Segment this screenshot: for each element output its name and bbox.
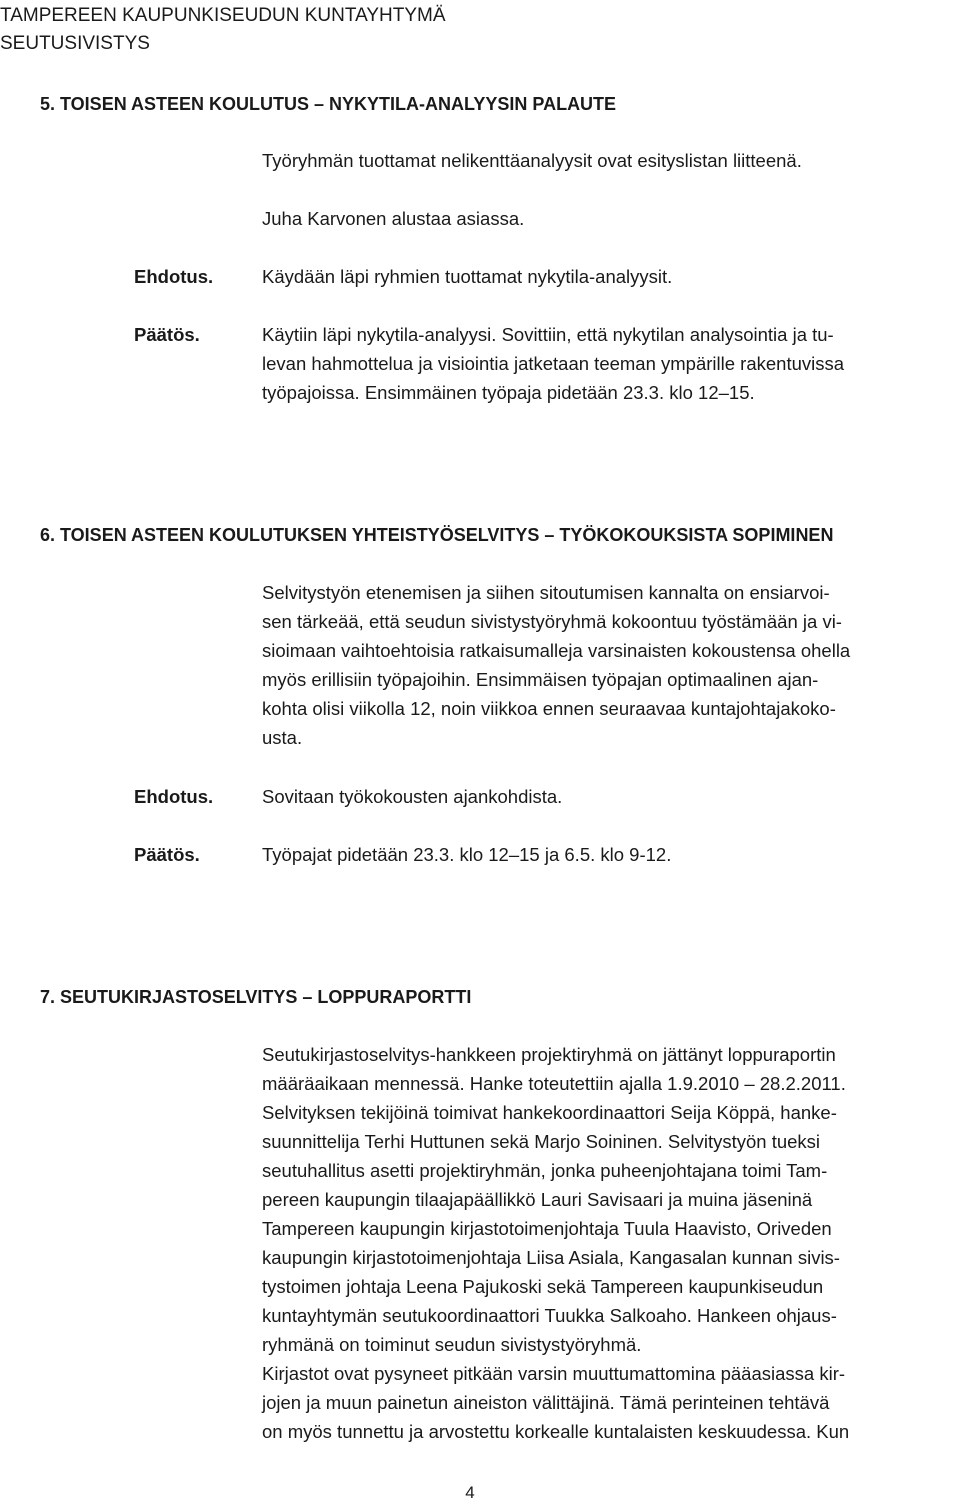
text-line: sen tärkeää, että seudun sivistystyöryhmä kokoontuu työstämään ja vi- xyxy=(262,611,842,632)
text-line: Seutukirjastoselvitys-hankkeen projektiryhmä on jättänyt loppuraportin xyxy=(262,1044,836,1065)
text-line: on myös tunnettu ja arvostettu korkealle kuntalaisten keskuudessa. Kun xyxy=(262,1421,850,1442)
text-line: Juha Karvonen alustaa asiassa. xyxy=(262,208,525,229)
text-line: Tampereen kaupungin kirjastotoimenjohtaja Tuula Haavisto, Oriveden xyxy=(262,1218,832,1239)
text-line: Käydään läpi ryhmien tuottamat nykytila-analyysit. xyxy=(262,266,673,287)
department-name: SEUTUSIVISTYS xyxy=(0,33,150,54)
section-7-heading: 7. SEUTUKIRJASTOSELVITYS – LOPPURAPORTTI xyxy=(40,987,472,1007)
text-line: Selvitystyön etenemisen ja siihen sitoutumisen kannalta on ensiarvoi- xyxy=(262,582,830,603)
org-name: TAMPEREEN KAUPUNKISEUDUN KUNTAYHTYMÄ xyxy=(0,5,446,26)
text-line: Sovitaan työkokousten ajankohdista. xyxy=(262,786,563,807)
section-5-heading: 5. TOISEN ASTEEN KOULUTUS – NYKYTILA-ANALYYSIN PALAUTE xyxy=(40,94,617,114)
text-line: ryhmänä on toiminut seudun sivistystyöryhmä. xyxy=(262,1334,642,1355)
text-line: Kirjastot ovat pysyneet pitkään varsin muuttumattomina pääasiassa kir- xyxy=(262,1363,846,1384)
text-line: sioimaan vaihtoehtoisia ratkaisumalleja varsinaisten kokoustensa ohella xyxy=(262,640,851,661)
section-6-paragraph-1 xyxy=(262,578,960,752)
text-line: seutuhallitus asetti projektiryhmän, jonka puheenjohtajana toimi Tam- xyxy=(262,1160,828,1181)
text-line: pereen kaupungin tilaajapäällikkö Lauri Savisaari ja muina jäseninä xyxy=(262,1189,813,1210)
text-line: kaupungin kirjastotoimenjohtaja Liisa Asiala, Kangasalan kunnan sivis- xyxy=(262,1247,840,1268)
text-line: Työryhmän tuottamat nelikenttäanalyysit ovat esityslistan liitteenä. xyxy=(262,150,802,171)
text-line: jojen ja muun painetun aineiston välittäjinä. Tämä perinteinen tehtävä xyxy=(262,1392,830,1413)
section-5-paragraph-1 xyxy=(262,146,960,175)
text-line: myös erillisiin työpajoihin. Ensimmäisen työpajan optimaalinen ajan- xyxy=(262,669,819,690)
text-line: työpajoissa. Ensimmäinen työpaja pidetään 23.3. klo 12–15. xyxy=(262,382,755,403)
section-5-ehdotus-text xyxy=(262,262,960,291)
section-6-heading: 6. TOISEN ASTEEN KOULUTUKSEN YHTEISTYÖSELVITYS – TYÖKOKOUKSISTA SOPIMINEN xyxy=(40,525,834,545)
section-5-ehdotus-label: Ehdotus. xyxy=(134,266,214,287)
text-line: suunnittelija Terhi Huttunen sekä Marjo Soininen. Selvitystyön tueksi xyxy=(262,1131,821,1152)
section-6-paatos-label: Päätös. xyxy=(134,844,200,865)
section-5-paatos-text xyxy=(262,320,960,407)
text-line: usta. xyxy=(262,727,303,748)
text-line: levan hahmottelua ja visiointia jatketaan teeman ympärille rakentuvissa xyxy=(262,353,845,374)
section-6-ehdotus-label: Ehdotus. xyxy=(134,786,214,807)
text-line: tystoimen johtaja Leena Pajukoski sekä Tampereen kaupunkiseudun xyxy=(262,1276,824,1297)
text-line: Selvityksen tekijöinä toimivat hankekoordinaattori Seija Köppä, hanke- xyxy=(262,1102,837,1123)
section-6-ehdotus-text xyxy=(262,782,960,811)
text-line: Työpajat pidetään 23.3. klo 12–15 ja 6.5. klo 9-12. xyxy=(262,844,672,865)
text-line: kohta olisi viikolla 12, noin viikkoa ennen seuraavaa kuntajohtajakoko- xyxy=(262,698,836,719)
section-5-paragraph-2 xyxy=(262,204,960,233)
text-line: määräaikaan mennessä. Hanke toteutettiin ajalla 1.9.2010 – 28.2.2011. xyxy=(262,1073,846,1094)
page-number: 4 xyxy=(465,1483,475,1502)
section-7-paragraph-1 xyxy=(262,1040,960,1446)
text-line: Käytiin läpi nykytila-analyysi. Sovittiin, että nykytilan analysointia ja tu- xyxy=(262,324,834,345)
text-line: kuntayhtymän seutukoordinaattori Tuukka Salkoaho. Hankeen ohjaus- xyxy=(262,1305,837,1326)
section-6-paatos-text xyxy=(262,840,960,869)
section-5-paatos-label: Päätös. xyxy=(134,324,200,345)
